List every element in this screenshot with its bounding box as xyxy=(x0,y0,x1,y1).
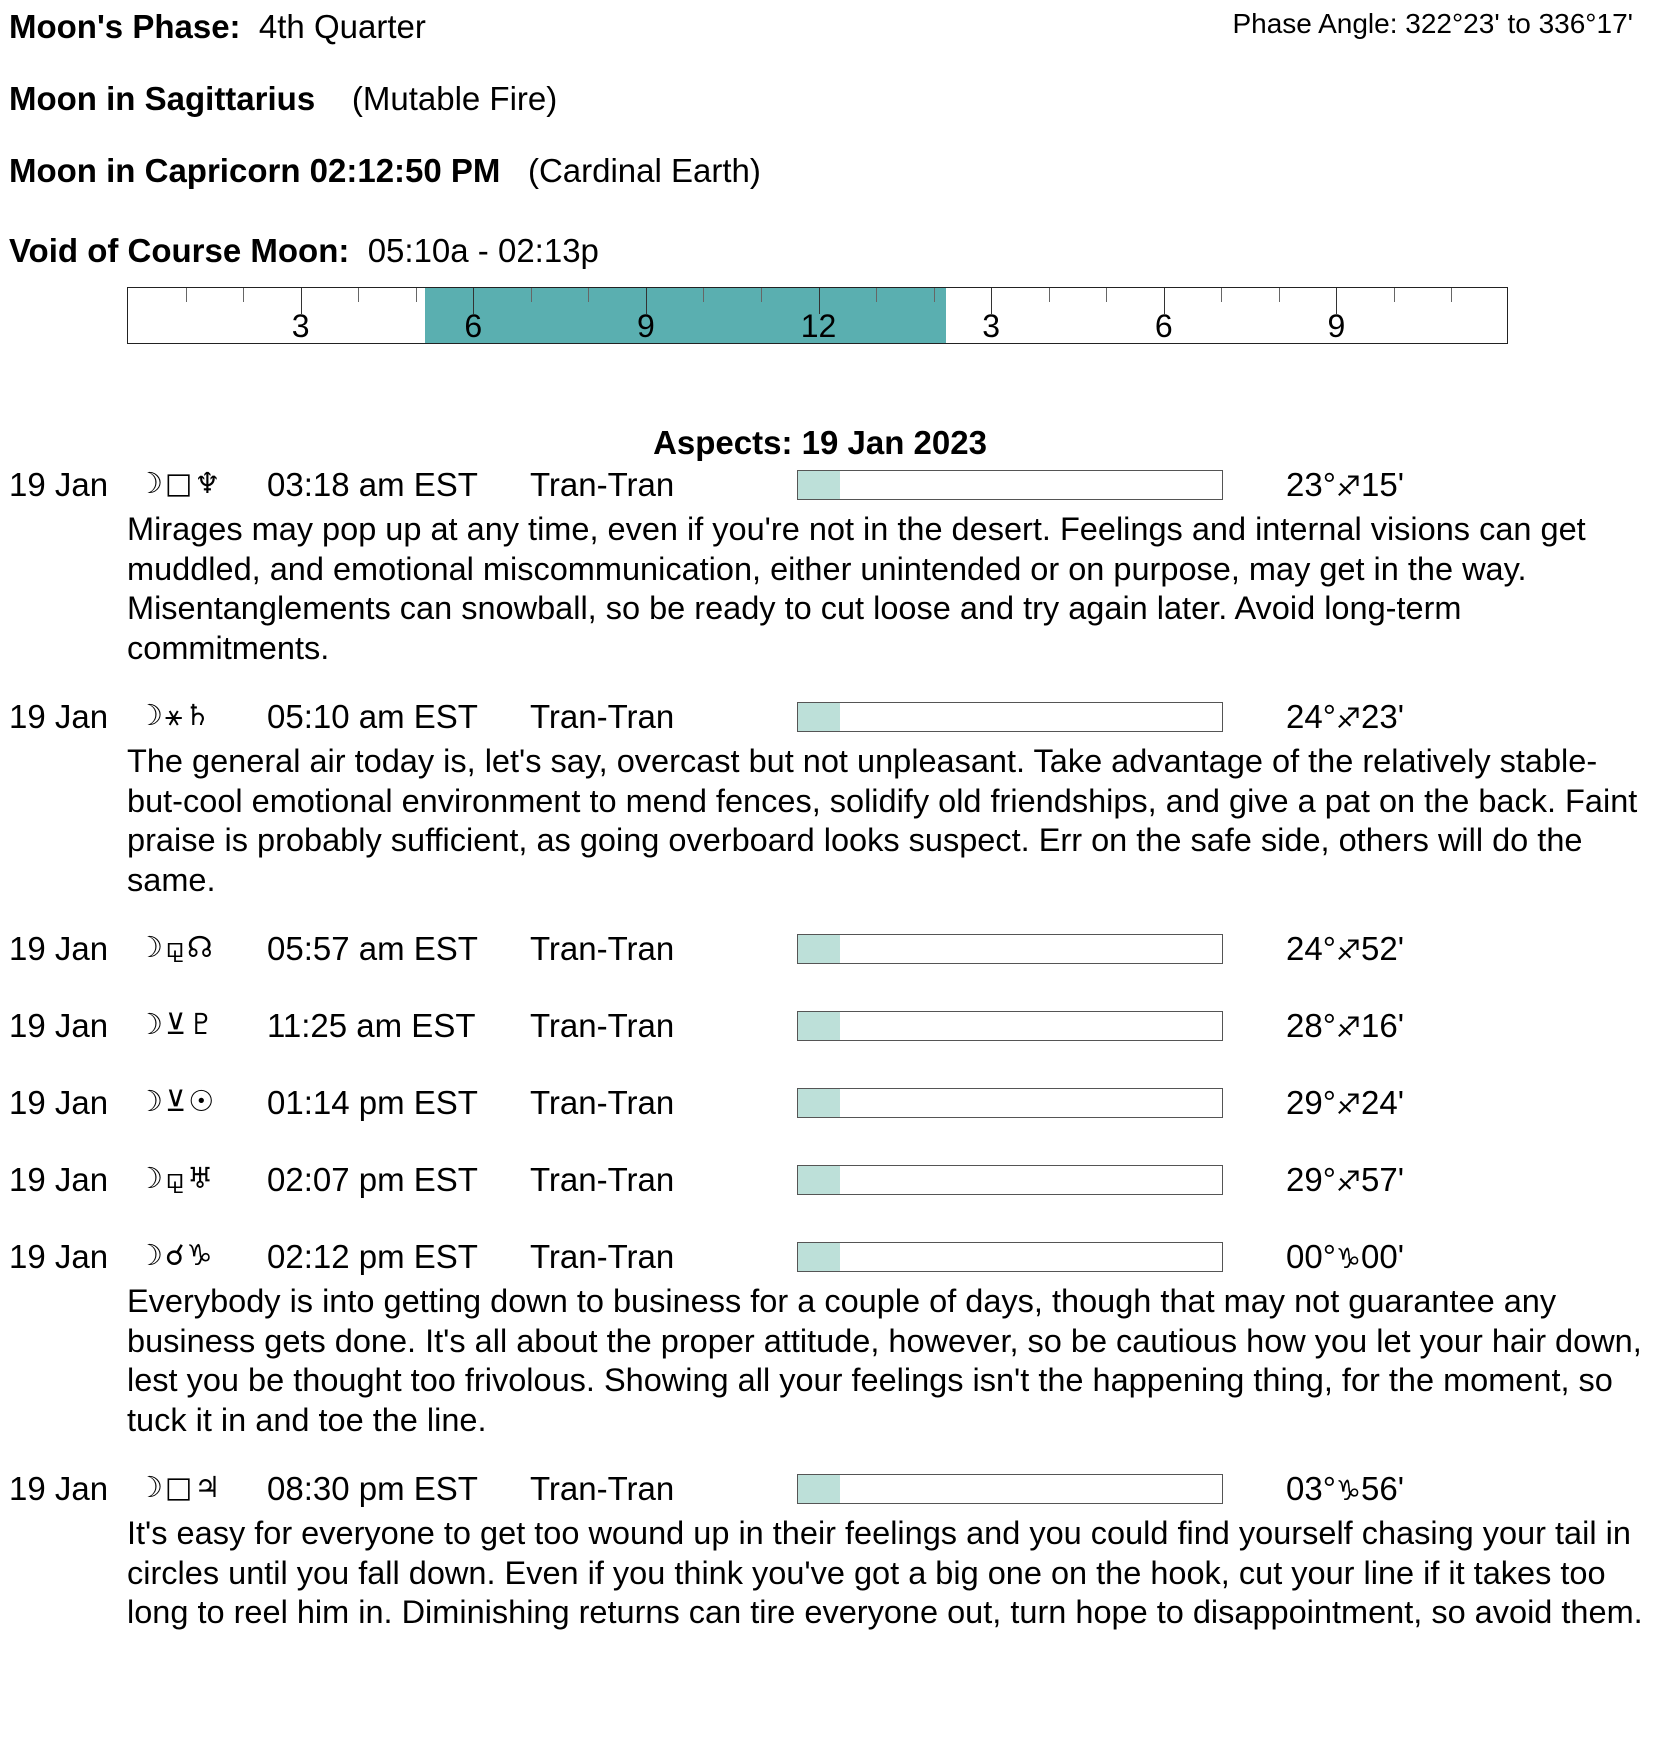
timeline-tick xyxy=(1451,288,1452,302)
aspect-position xyxy=(1286,1007,1404,1045)
orb-strength-fill xyxy=(798,1089,840,1117)
aspect-date: 19 Jan xyxy=(9,698,109,735)
zodiac-sign-icon: ♑ xyxy=(1335,1242,1362,1275)
aspect-glyphs-icon: ☽⊻☉ xyxy=(137,1084,217,1118)
timeline-tick xyxy=(531,288,532,302)
aspect-description: Mirages may pop up at any time, even if you're not in the desert. Feelings and internal visions can get muddled, and emotional miscommunication, either unintended or on purpose, may get in the way. Misentanglements can snowball, so be ready to cut loose and try again later. Avoid long-term commitments. xyxy=(127,511,1586,666)
timeline-tick xyxy=(876,288,877,302)
position-minutes: 16' xyxy=(1361,1007,1405,1044)
position-degrees: 29° xyxy=(1286,1161,1336,1198)
orb-strength-fill xyxy=(798,1243,840,1271)
aspect-position xyxy=(1286,930,1404,968)
orb-strength-fill xyxy=(798,1012,840,1040)
timeline-tick xyxy=(1279,288,1280,302)
position-degrees: 29° xyxy=(1286,1084,1336,1121)
aspect-position xyxy=(1286,1470,1404,1508)
orb-strength-bar xyxy=(797,1474,1223,1504)
orb-strength-bar xyxy=(797,1011,1223,1041)
aspect-glyphs-icon: ☽⚼♅ xyxy=(137,1161,216,1195)
timeline-tick xyxy=(358,288,359,302)
orb-strength-bar xyxy=(797,1242,1223,1272)
timeline-tick xyxy=(243,288,244,302)
aspect-description: It's easy for everyone to get too wound up in their feelings and you could find yourself chasing your tail in circles until you fall down. Even if you think you've got a big one on the hook, cut your line if it takes too long to reel him in. Diminishing returns can tire everyone out, turn hope to disappointment, so avoid them. xyxy=(127,1515,1643,1631)
aspect-glyphs-icon: ☽□♃ xyxy=(137,1470,223,1504)
aspect-position xyxy=(1286,1161,1404,1199)
moon-phase-value: 4th Quarter xyxy=(258,8,426,45)
position-degrees: 24° xyxy=(1286,930,1336,967)
timeline-hour-label: 3 xyxy=(291,308,310,344)
orb-strength-bar xyxy=(797,470,1223,500)
void-of-course-line xyxy=(9,232,599,270)
position-degrees: 24° xyxy=(1286,698,1336,735)
position-minutes: 24' xyxy=(1361,1084,1405,1121)
aspect-position xyxy=(1286,466,1404,504)
moon-ingress-label: Moon in Capricorn 02:12:50 PM xyxy=(9,152,501,189)
position-minutes: 56' xyxy=(1361,1470,1405,1507)
aspect-date: 19 Jan xyxy=(9,1084,109,1121)
aspect-time: 05:10 am EST xyxy=(267,698,478,735)
aspect-type: Tran-Tran xyxy=(530,466,675,503)
aspect-time: 11:25 am EST xyxy=(267,1007,476,1044)
aspect-date: 19 Jan xyxy=(9,1161,109,1198)
timeline-hour-label: 12 xyxy=(800,308,837,344)
moon-ingress-element: (Cardinal Earth) xyxy=(527,152,761,189)
moon-ingress-line xyxy=(9,152,761,190)
aspect-type: Tran-Tran xyxy=(530,1007,675,1044)
aspect-position xyxy=(1286,698,1404,736)
moon-phase-line xyxy=(9,8,426,46)
zodiac-sign-icon: ♑ xyxy=(1335,1474,1362,1507)
orb-strength-bar xyxy=(797,1088,1223,1118)
aspect-position xyxy=(1286,1238,1404,1276)
orb-strength-fill xyxy=(798,1475,840,1503)
aspect-description: The general air today is, let's say, overcast but not unpleasant. Take advantage of the relatively stable-but-cool emotional environment to mend fences, solidify old friendships, and give a pat on the back. Faint praise is probably sufficient, as going overboard looks suspect. Err on the safe side, others will do the same. xyxy=(127,743,1638,898)
moon-sign-element: (Mutable Fire) xyxy=(351,80,558,117)
timeline-tick xyxy=(186,288,187,302)
orb-strength-fill xyxy=(798,1166,840,1194)
aspect-type: Tran-Tran xyxy=(530,930,675,967)
aspect-time: 02:07 pm EST xyxy=(267,1161,478,1198)
position-minutes: 57' xyxy=(1361,1161,1405,1198)
timeline-tick xyxy=(1394,288,1395,302)
position-minutes: 00' xyxy=(1361,1238,1405,1275)
voc-value: 05:10a - 02:13p xyxy=(367,232,599,269)
aspect-glyphs-icon: ☽⊻♇ xyxy=(137,1007,217,1041)
zodiac-sign-icon: ♐ xyxy=(1335,1011,1362,1044)
timeline-hour-label: 9 xyxy=(1327,308,1346,344)
aspect-glyphs-icon: ☽⚼☊ xyxy=(137,930,215,964)
aspect-glyphs-icon: ☽□♆ xyxy=(137,466,223,500)
timeline-tick xyxy=(934,288,935,302)
timeline-hour-label: 6 xyxy=(464,308,483,344)
aspects-title: Aspects: 19 Jan 2023 xyxy=(653,424,987,461)
position-degrees: 00° xyxy=(1286,1238,1336,1275)
timeline-tick xyxy=(416,288,417,302)
orb-strength-bar xyxy=(797,1165,1223,1195)
aspect-time: 01:14 pm EST xyxy=(267,1084,478,1121)
position-minutes: 15' xyxy=(1361,466,1405,503)
timeline-hour-label: 3 xyxy=(982,308,1001,344)
timeline-tick xyxy=(703,288,704,302)
aspect-position xyxy=(1286,1084,1404,1122)
aspect-type: Tran-Tran xyxy=(530,1470,675,1507)
timeline-tick xyxy=(1106,288,1107,302)
position-minutes: 23' xyxy=(1361,698,1405,735)
aspect-glyphs-icon: ☽⚹♄ xyxy=(137,698,213,732)
position-minutes: 52' xyxy=(1361,930,1405,967)
zodiac-sign-icon: ♐ xyxy=(1335,934,1362,967)
aspect-date: 19 Jan xyxy=(9,1007,109,1044)
aspect-glyphs-icon: ☽☌♑ xyxy=(137,1238,215,1272)
orb-strength-fill xyxy=(798,935,840,963)
aspect-date: 19 Jan xyxy=(9,1238,109,1275)
position-degrees: 28° xyxy=(1286,1007,1336,1044)
aspect-type: Tran-Tran xyxy=(530,1238,675,1275)
aspect-date: 19 Jan xyxy=(9,1470,109,1507)
void-of-course-timeline xyxy=(127,287,1508,344)
aspect-time: 08:30 pm EST xyxy=(267,1470,478,1507)
position-degrees: 23° xyxy=(1286,466,1336,503)
aspect-time: 05:57 am EST xyxy=(267,930,478,967)
aspect-description: Everybody is into getting down to business for a couple of days, though that may not guarantee any business gets done. It's all about the proper attitude, however, so be cautious how you let your hair down, lest you be thought too frivolous. Showing all your feelings isn't the happening thing, for the moment, so tuck it in and toe the line. xyxy=(127,1283,1642,1438)
position-degrees: 03° xyxy=(1286,1470,1336,1507)
timeline-tick xyxy=(1049,288,1050,302)
aspect-type: Tran-Tran xyxy=(530,1084,675,1121)
timeline-hour-label: 9 xyxy=(636,308,655,344)
orb-strength-bar xyxy=(797,702,1223,732)
aspect-type: Tran-Tran xyxy=(530,1161,675,1198)
aspect-type: Tran-Tran xyxy=(530,698,675,735)
aspect-time: 02:12 pm EST xyxy=(267,1238,478,1275)
timeline-hour-label: 6 xyxy=(1154,308,1173,344)
moon-phase-label: Moon's Phase: xyxy=(9,8,241,45)
aspect-date: 19 Jan xyxy=(9,930,109,967)
timeline-tick xyxy=(761,288,762,302)
orb-strength-fill xyxy=(798,471,840,499)
void-of-course-span xyxy=(425,288,946,343)
zodiac-sign-icon: ♐ xyxy=(1335,470,1362,503)
zodiac-sign-icon: ♐ xyxy=(1335,1088,1362,1121)
voc-label: Void of Course Moon: xyxy=(9,232,350,269)
phase-angle: Phase Angle: 322°23' to 336°17' xyxy=(1232,8,1633,39)
orb-strength-fill xyxy=(798,703,840,731)
moon-sign-label: Moon in Sagittarius xyxy=(9,80,316,117)
moon-sign-line xyxy=(9,80,557,118)
timeline-tick xyxy=(588,288,589,302)
timeline-tick xyxy=(1221,288,1222,302)
aspect-time: 03:18 am EST xyxy=(267,466,478,503)
aspect-date: 19 Jan xyxy=(9,466,109,503)
zodiac-sign-icon: ♐ xyxy=(1335,702,1362,735)
zodiac-sign-icon: ♐ xyxy=(1335,1165,1362,1198)
orb-strength-bar xyxy=(797,934,1223,964)
